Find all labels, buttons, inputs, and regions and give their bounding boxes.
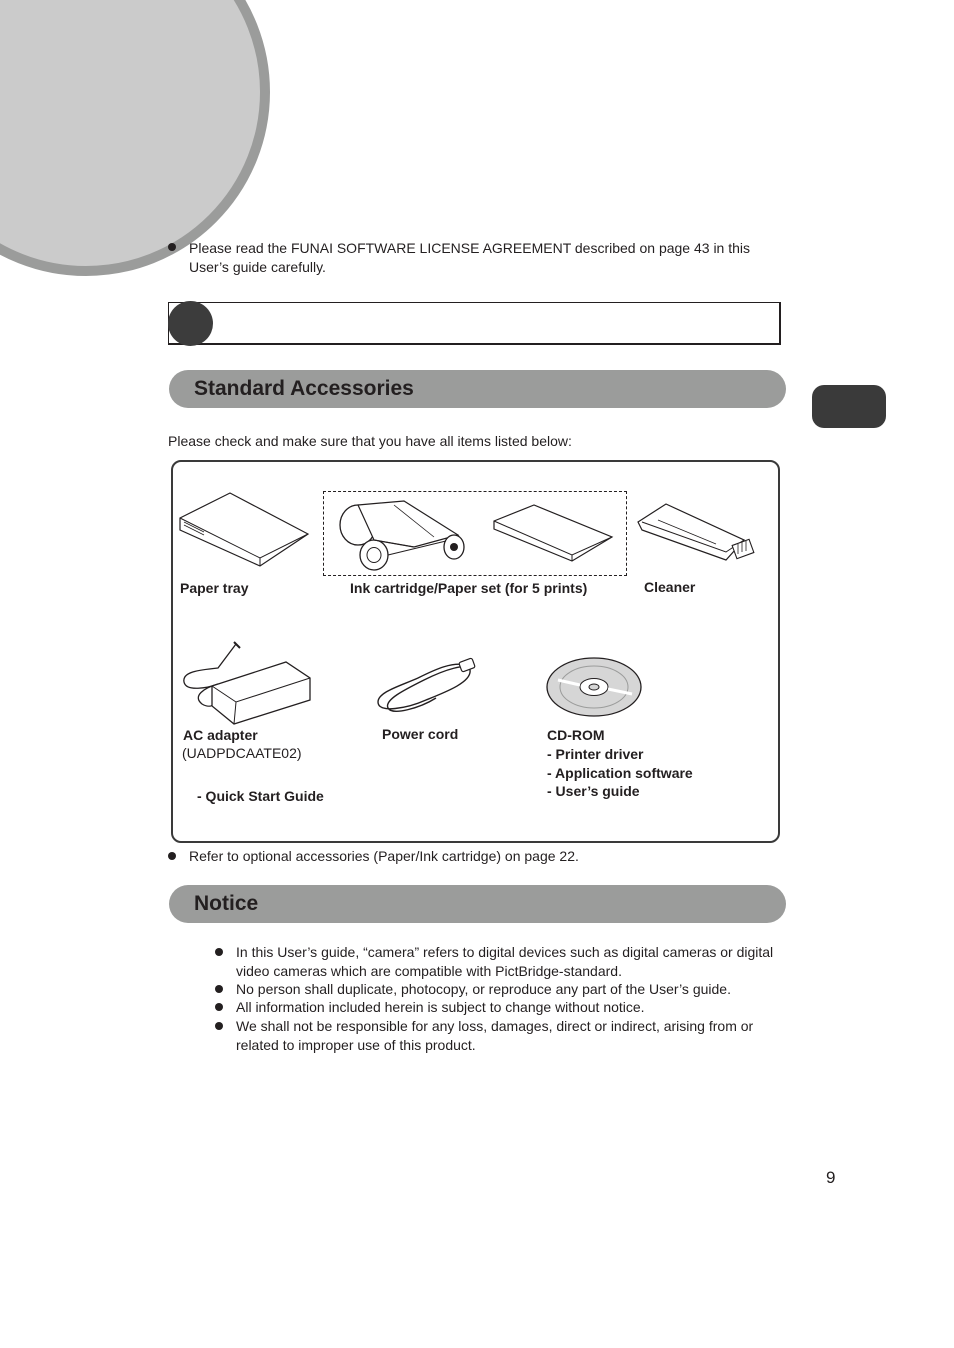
- cleaner-label: Cleaner: [644, 579, 696, 595]
- quick-start-label: - Quick Start Guide: [197, 788, 324, 804]
- paper-tray-label: Paper tray: [180, 580, 249, 596]
- notice-item: We shall not be responsible for any loss, damages, direct or indirect, arising from or related to improper use of this product.: [236, 1018, 754, 1053]
- power-cord-icon: [374, 656, 478, 718]
- notice-heading: Notice: [194, 892, 259, 915]
- bullet-icon: [215, 948, 223, 956]
- accessories-intro: Please check and make sure that you have all items listed below:: [168, 433, 572, 449]
- cd-users-guide-label: - User’s guide: [547, 783, 640, 799]
- ink-set-label: Ink cartridge/Paper set (for 5 prints): [350, 580, 588, 596]
- ink-cartridge-icon: [334, 497, 470, 573]
- notice-heading-bar: [169, 885, 786, 923]
- bullet-icon: [168, 852, 176, 860]
- accessories-heading-bar: [169, 370, 786, 408]
- cd-rom-icon: [544, 656, 644, 718]
- notice-item: No person shall duplicate, photocopy, or reproduce any part of the User’s guide.: [236, 981, 731, 997]
- cd-rom-label: CD-ROM: [547, 727, 605, 743]
- notice-item: All information included herein is subject to change without notice.: [236, 999, 645, 1015]
- bullet-icon: [215, 1022, 223, 1030]
- bullet-icon: [215, 985, 223, 993]
- chapter-title-box: [168, 302, 781, 345]
- chapter-circle-icon: [168, 301, 213, 346]
- paper-set-icon: [492, 503, 614, 565]
- bullet-icon: [215, 1003, 223, 1011]
- ac-adapter-icon: [178, 640, 314, 726]
- cd-app-software-label: - Application software: [547, 765, 693, 781]
- chapter-side-tab: [812, 385, 886, 428]
- power-cord-label: Power cord: [382, 726, 459, 742]
- ac-adapter-label: AC adapter: [183, 727, 258, 743]
- corner-decoration: [0, 0, 270, 276]
- ac-adapter-model: (UADPDCAATE02): [182, 745, 302, 761]
- accessories-heading: Standard Accessories: [194, 377, 414, 400]
- cd-printer-driver-label: - Printer driver: [547, 746, 644, 762]
- notice-item: In this User’s guide, “camera” refers to digital devices such as digital cameras or digital video cameras which are compatible with PictBridge-standard.: [236, 944, 774, 979]
- license-note: Please read the FUNAI SOFTWARE LICENSE AGREEMENT described on page 43 in this User’s guide carefully.: [189, 240, 751, 275]
- cleaner-icon: [636, 500, 756, 566]
- accessories-footnote: Refer to optional accessories (Paper/Ink cartridge) on page 22.: [189, 848, 579, 864]
- paper-tray-icon: [178, 490, 310, 572]
- page-number: 9: [826, 1168, 836, 1187]
- bullet-icon: [168, 243, 176, 251]
